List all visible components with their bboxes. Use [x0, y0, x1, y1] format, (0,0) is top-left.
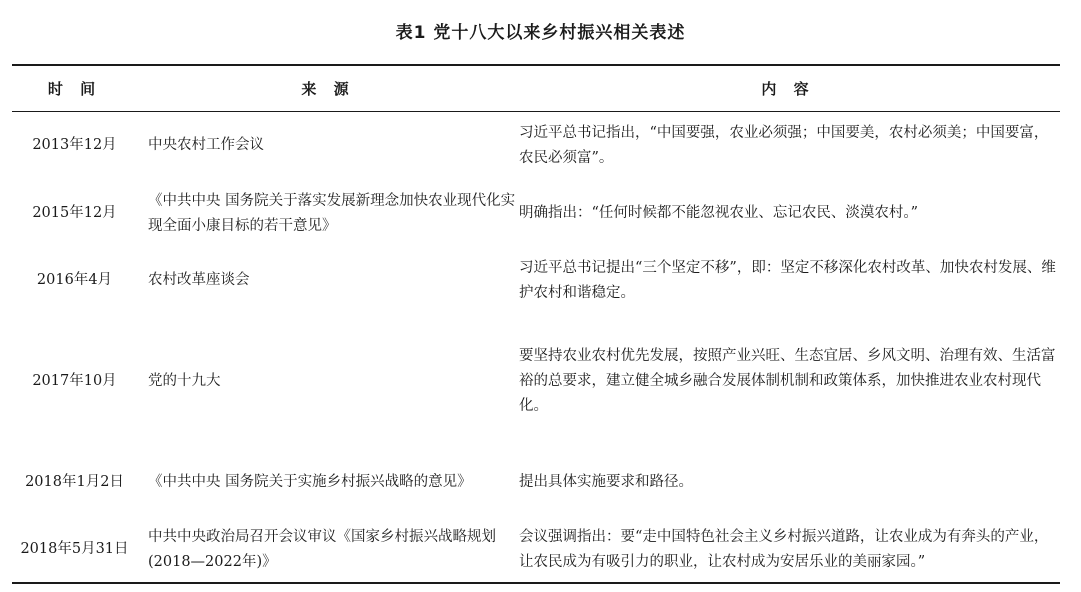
- cell-content: 要坚持农业农村优先发展，按照产业兴旺、生态宜居、乡风文明、治理有效、生活富裕的总要求，建立健全城乡融合发展体制机制和政策体系，加快推进农业农村现代化。: [519, 348, 1056, 414]
- header-content: 内 容: [761, 80, 815, 98]
- header-source: 来 源: [301, 80, 355, 98]
- cell-content: 习近平总书记指出，“中国要强，农业必须强；中国要美，农村必须美；中国要富，农民必须富”。: [519, 125, 1049, 166]
- cell-time: 2018年1月2日: [25, 474, 124, 490]
- cell-source: 《中共中央 国务院关于落实发展新理念加快农业现代化实现全面小康目标的若干意见》: [148, 193, 516, 234]
- cell-time: 2015年12月: [32, 205, 117, 221]
- top-rule: [12, 64, 1060, 66]
- cell-source: 农村改革座谈会: [148, 272, 250, 288]
- header-time: 时 间: [47, 80, 102, 98]
- cell-source: 中央农村工作会议: [148, 137, 264, 153]
- cell-time: 2013年12月: [32, 137, 117, 153]
- bottom-rule: [12, 582, 1060, 584]
- cell-source: 中共中央政治局召开会议审议《国家乡村振兴战略规划(2018—2022年)》: [148, 529, 496, 570]
- header-rule: [12, 111, 1060, 112]
- cell-content: 会议强调指出：要“走中国特色社会主义乡村振兴道路，让农业成为有奔头的产业，让农民成为有吸引力的职业，让农村成为安居乐业的美丽家园。”: [519, 529, 1049, 570]
- table-title: 表1 党十八大以来乡村振兴相关表述: [395, 23, 686, 43]
- cell-content: 习近平总书记提出“三个坚定不移”，即：坚定不移深化农村改革、加快农村发展、维护农村和谐稳定。: [519, 260, 1056, 301]
- cell-time: 2017年10月: [32, 373, 117, 389]
- cell-content: 提出具体实施要求和路径。: [519, 474, 693, 490]
- cell-content: 明确指出：“任何时候都不能忽视农业、忘记农民、淡漠农村。”: [519, 205, 919, 221]
- cell-time: 2016年4月: [36, 272, 113, 288]
- cell-source: 党的十九大: [148, 373, 221, 389]
- cell-source: 《中共中央 国务院关于实施乡村振兴战略的意见》: [148, 474, 472, 490]
- cell-time: 2018年5月31日: [20, 541, 129, 557]
